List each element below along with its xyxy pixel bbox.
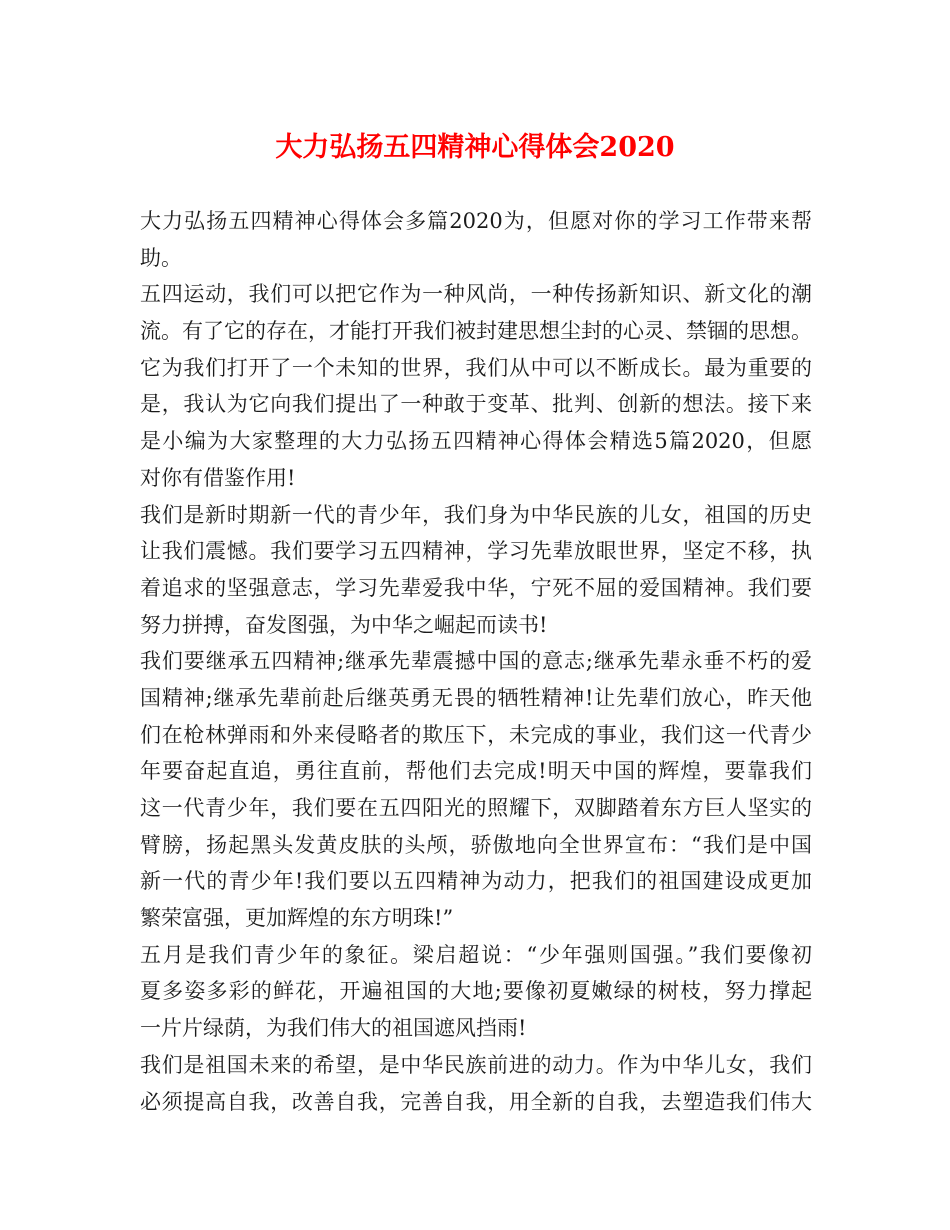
text-line: 我们是祖国未来的希望，是中华民族前进的动力。作为中华儿女，我们 xyxy=(140,1052,812,1077)
text-line: 流。有了它的存在，才能打开我们被封建思想尘封的心灵、禁锢的思想。 xyxy=(140,319,812,344)
text-line: 我们要继承五四精神;继承先辈震撼中国的意志;继承先辈永垂不朽的爱 xyxy=(140,649,812,674)
text-line: 它为我们打开了一个未知的世界，我们从中可以不断成长。最为重要的 xyxy=(140,355,812,380)
text-line: 们在枪林弹雨和外来侵略者的欺压下，未完成的事业，我们这一代青少 xyxy=(140,722,812,747)
text-line: 对你有借鉴作用! xyxy=(140,465,296,490)
text-line: 着追求的坚强意志，学习先辈爱我中华，宁死不屈的爱国精神。我们要 xyxy=(140,575,812,600)
text-line: 我们是新时期新一代的青少年，我们身为中华民族的儿女，祖国的历史 xyxy=(140,502,812,527)
text-line: 助。 xyxy=(140,245,182,270)
text-line: 年要奋起直追，勇往直前，帮他们去完成!明天中国的辉煌，要靠我们 xyxy=(140,759,812,784)
text-line: 是，我认为它向我们提出了一种敢于变革、批判、创新的想法。接下来 xyxy=(140,392,812,417)
text-line: 让我们震憾。我们要学习五四精神，学习先辈放眼世界，坚定不移，执 xyxy=(140,539,812,564)
document-body xyxy=(140,203,812,1120)
text-line: 臂膀，扬起黑头发黄皮肤的头颅，骄傲地向全世界宣布：“我们是中国 xyxy=(140,832,812,857)
text-line: 新一代的青少年!我们要以五四精神为动力，把我们的祖国建设成更加 xyxy=(140,869,812,894)
text-line: 是小编为大家整理的大力弘扬五四精神心得体会精选5篇2020，但愿 xyxy=(140,429,812,454)
text-line: 这一代青少年，我们要在五四阳光的照耀下，双脚踏着东方巨人坚实的 xyxy=(140,796,812,820)
document-title: 大力弘扬五四精神心得体会2020 xyxy=(275,132,675,163)
text-line: 努力拼搏，奋发图强，为中华之崛起而读书! xyxy=(140,612,548,637)
text-line: 五月是我们青少年的象征。梁启超说：“少年强则国强。”我们要像初 xyxy=(140,942,812,967)
text-line: 一片片绿荫，为我们伟大的祖国遮风挡雨! xyxy=(140,1016,527,1041)
text-line: 国精神;继承先辈前赴后继英勇无畏的牺牲精神!让先辈们放心，昨天他 xyxy=(140,685,812,710)
text-line: 大力弘扬五四精神心得体会多篇2020为，但愿对你的学习工作带来帮 xyxy=(140,209,812,233)
text-line: 五四运动，我们可以把它作为一种风尚，一种传扬新知识、新文化的潮 xyxy=(140,282,812,307)
text-line: 繁荣富强，更加辉煌的东方明珠!” xyxy=(140,906,454,931)
text-line: 必须提高自我，改善自我，完善自我，用全新的自我，去塑造我们伟大 xyxy=(140,1089,812,1114)
text-line: 夏多姿多彩的鲜花，开遍祖国的大地;要像初夏嫩绿的树枝，努力撑起 xyxy=(140,979,812,1004)
